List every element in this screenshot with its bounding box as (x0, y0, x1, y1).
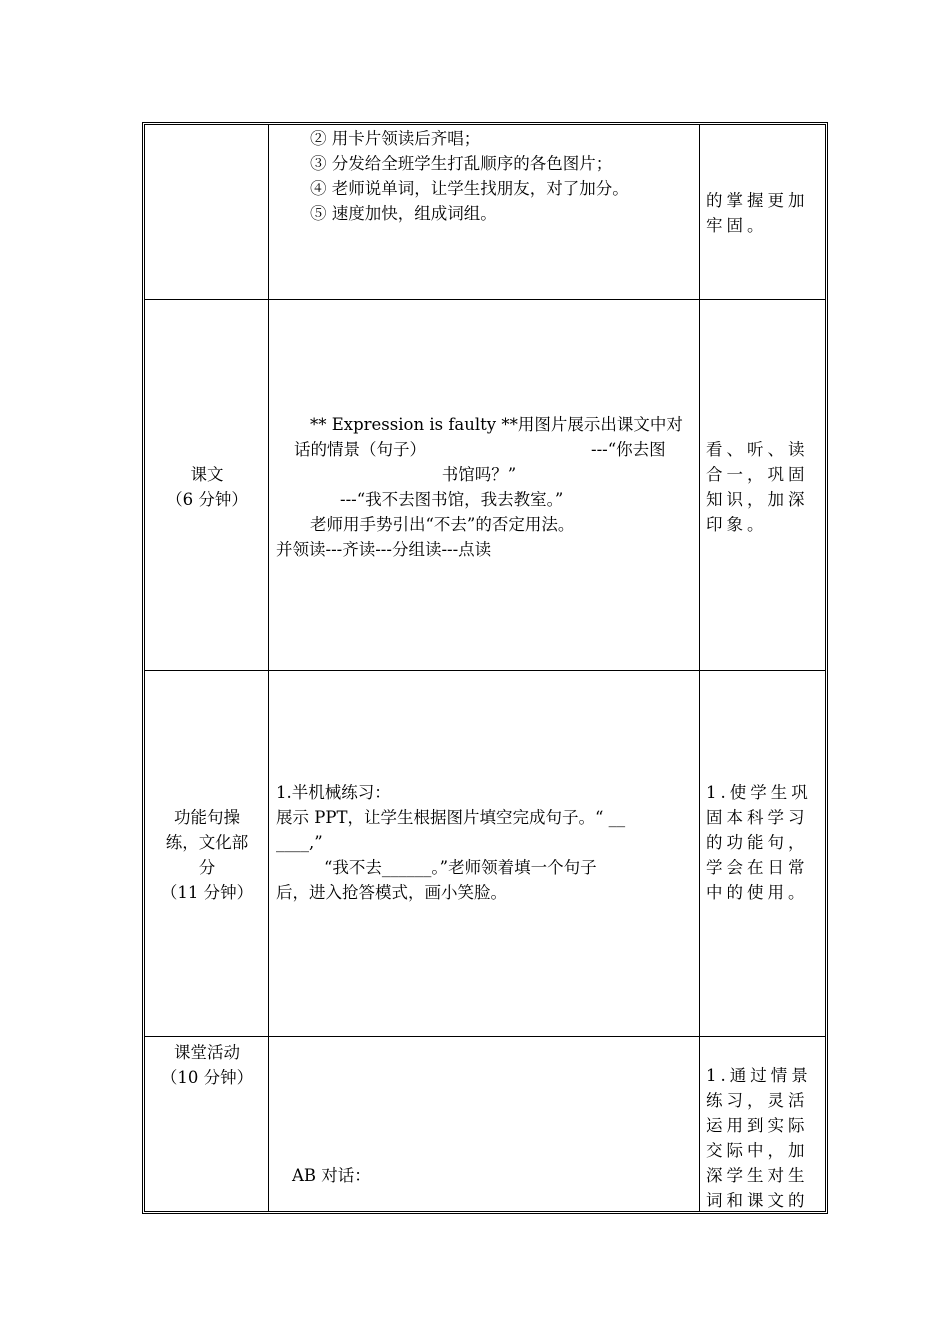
row-3-stage (146, 805, 268, 905)
purpose-line: 运用到实际 (706, 1116, 809, 1135)
row-1-purpose (706, 188, 820, 238)
content-line-split (276, 437, 692, 462)
content-line: 并领读---齐读---分组读---点读 (276, 540, 492, 559)
purpose-line: 词和课文的 (706, 1191, 809, 1210)
row-4-content (276, 1163, 692, 1188)
row-3-purpose (706, 780, 820, 905)
content-line: 展示 PPT，让学生根据图片填空完成句子。“ __ (276, 808, 626, 827)
stage-line: （6 分钟） (166, 490, 248, 509)
stage-line: （11 分钟） (160, 883, 254, 902)
content-line: ⑤ 速度加快，组成词组。 (310, 204, 497, 223)
content-line: ---“我不去图书馆，我去教室。” (340, 490, 564, 509)
purpose-line: 看、听、读 (706, 440, 809, 459)
content-line: 后，进入抢答模式，画小笑脸。 (276, 883, 507, 902)
content-line: 老师用手势引出“不去”的否定用法。 (310, 515, 575, 534)
purpose-line: 的掌握更加 (706, 191, 809, 210)
purpose-line: 合一，巩固 (706, 465, 809, 484)
row-divider-1 (144, 299, 826, 300)
row-3-content (276, 780, 692, 905)
content-line: “我不去______。”老师领着填一个句子 (324, 858, 597, 877)
stage-line: 课文 (190, 465, 224, 484)
column-divider-2 (699, 124, 700, 1212)
purpose-line: 学会在日常 (706, 858, 809, 877)
row-2-purpose (706, 437, 820, 537)
content-line: ③ 分发给全班学生打乱顺序的各色图片； (310, 154, 613, 173)
content-line: 话的情景（句子） (294, 440, 426, 459)
row-divider-2 (144, 670, 826, 671)
purpose-line: 印象。 (706, 515, 768, 534)
content-line: ④ 老师说单词，让学生找朋友，对了加分。 (310, 179, 629, 198)
column-divider-1 (268, 124, 269, 1212)
content-line: ② 用卡片领读后齐唱； (310, 129, 481, 148)
stage-line: 分 (198, 858, 216, 877)
purpose-line: 交际中，加 (706, 1141, 809, 1160)
content-line: 1.半机械练习： (276, 783, 391, 802)
row-divider-3 (144, 1036, 826, 1037)
row-4-purpose (706, 1063, 820, 1213)
purpose-line: 知识，加深 (706, 490, 809, 509)
stage-line: （10 分钟） (160, 1068, 254, 1087)
row-2-stage (146, 462, 268, 512)
purpose-line: 中的使用。 (706, 883, 809, 902)
purpose-line: 深学生对生 (706, 1166, 809, 1185)
row-2-content (276, 412, 692, 562)
purpose-line: 固本科学习 (706, 808, 809, 827)
purpose-line: 1.使学生巩 (706, 783, 812, 802)
stage-line: 练，文化部 (165, 833, 249, 852)
stage-line: 课堂活动 (174, 1043, 240, 1062)
row-4-stage (146, 1040, 268, 1090)
row-1-content (276, 126, 692, 226)
content-line: 书馆吗？” (441, 465, 517, 484)
purpose-line: 的功能句， (706, 833, 809, 852)
content-line: ---“你去图 (591, 440, 666, 459)
purpose-line: 1.通过情景 (706, 1066, 812, 1085)
purpose-line: 练习，灵活 (706, 1091, 809, 1110)
content-line: ____,” (276, 833, 323, 852)
content-line: ** Expression is faulty **用图片展示出课文中对 (310, 415, 683, 434)
content-line: AB 对话： (292, 1166, 371, 1185)
stage-line: 功能句操 (174, 808, 240, 827)
purpose-line: 牢固。 (706, 216, 768, 235)
